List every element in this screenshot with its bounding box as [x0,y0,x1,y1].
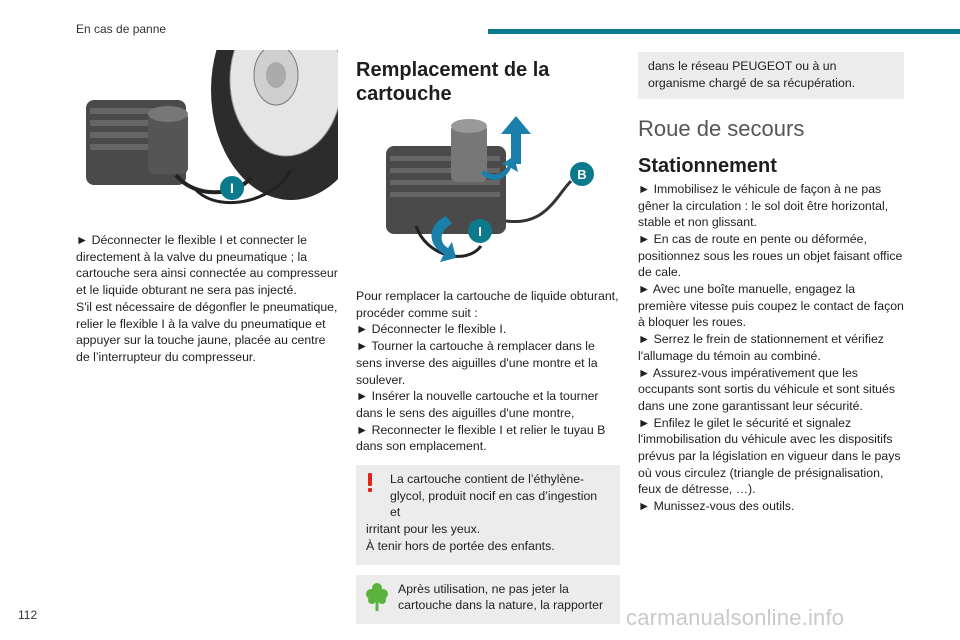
compressor-wheel-illustration [76,50,338,220]
watermark: carmanualsonline.info [626,605,845,630]
tree-eco-icon [365,582,389,617]
cartridge-replacement-illustration [356,116,620,276]
warning-box [356,465,620,565]
step: ► Munissez-vous des outils. [638,499,795,514]
step: ► Immobilisez le véhicule de façon à ne pas gêner la circulation : le sol doit être horizontal, stable et non glissant. [638,181,889,230]
step: ► Avec une boîte manuelle, engagez la première vitesse puis coupez le contact de façon à bloquer les roues. [638,282,904,330]
section-title: Roue de secours [638,116,805,142]
eco-line: cartouche dans la nature, la rapporter [398,598,604,613]
section-title: Remplacement de la cartouche [356,59,550,105]
warning-line: La cartouche contient de l’éthylène- [390,472,585,487]
eco-line: Après utilisation, ne pas jeter la [398,581,569,596]
warning-line: irritant pour les yeux. [366,522,481,537]
figure-label-i: I [478,224,482,239]
step: ► En cas de route en pente ou déformée, positionnez sous les roues un objet faisant office de cale. [638,231,903,280]
warning-line: glycol, produit nocif en cas d’ingestion et [390,488,598,520]
column-3 [638,52,904,515]
step: ► Enfilez le gilet le sécurité et signalez l'immobilisation du véhicule avec les dispositifs prévus par la législation en vigueur dans le pays où vous circulez (triangle de présignalisation, feux de détresse, …). [638,415,901,497]
page-number: 112 [18,608,38,622]
column-2 [356,58,620,624]
step: ► Déconnecter le flexible I. [356,322,507,337]
step: ► Insérer la nouvelle cartouche et la tourner dans le sens des aiguilles d'une montre, [356,389,599,420]
figure-label-i: I [230,180,234,196]
paragraph: ► Déconnecter le flexible I et connecter le directement à la valve du pneumatique ; la cartouche sera ainsi connectée au compresseur et le liquide obturant ne sera pas injecté. [76,233,338,298]
step: ► Assurez-vous impérativement que les occupants sont sortis du véhicule et sont situés dans une zone garantissant leur sécurité. [638,365,896,413]
step: ► Tourner la cartouche à remplacer dans le sens inverse des aiguilles d'une montre et la soulever. [356,339,598,387]
environment-box [356,575,620,624]
continued-box [638,52,904,99]
warning-line: À tenir hors de portée des enfants. [366,538,555,553]
header-section-title: En cas de panne [76,22,167,36]
warning-exclamation-icon [366,473,374,498]
continued-text: dans le réseau PEUGEOT ou à un organisme chargé de sa récupération. [648,59,856,90]
intro-text: Pour remplacer la cartouche de liquide obturant, procéder comme suit : [356,289,619,320]
step: ► Serrez le frein de stationnement et vérifiez l'allumage du témoin au combiné. [638,332,884,363]
step: ► Reconnecter le flexible I et relier le tuyau B dans son emplacement. [356,422,606,454]
subsection-title: Stationnement [638,155,777,178]
figure-label-b: B [577,167,587,182]
column-1 [76,50,338,366]
paragraph: S'il est nécessaire de dégonfler le pneumatique, relier le flexible I à la valve du pneumatique et appuyer sur la touche jaune, placée au centre de l’interrupteur du compresseur. [76,299,338,364]
header-accent-bar [488,29,960,34]
